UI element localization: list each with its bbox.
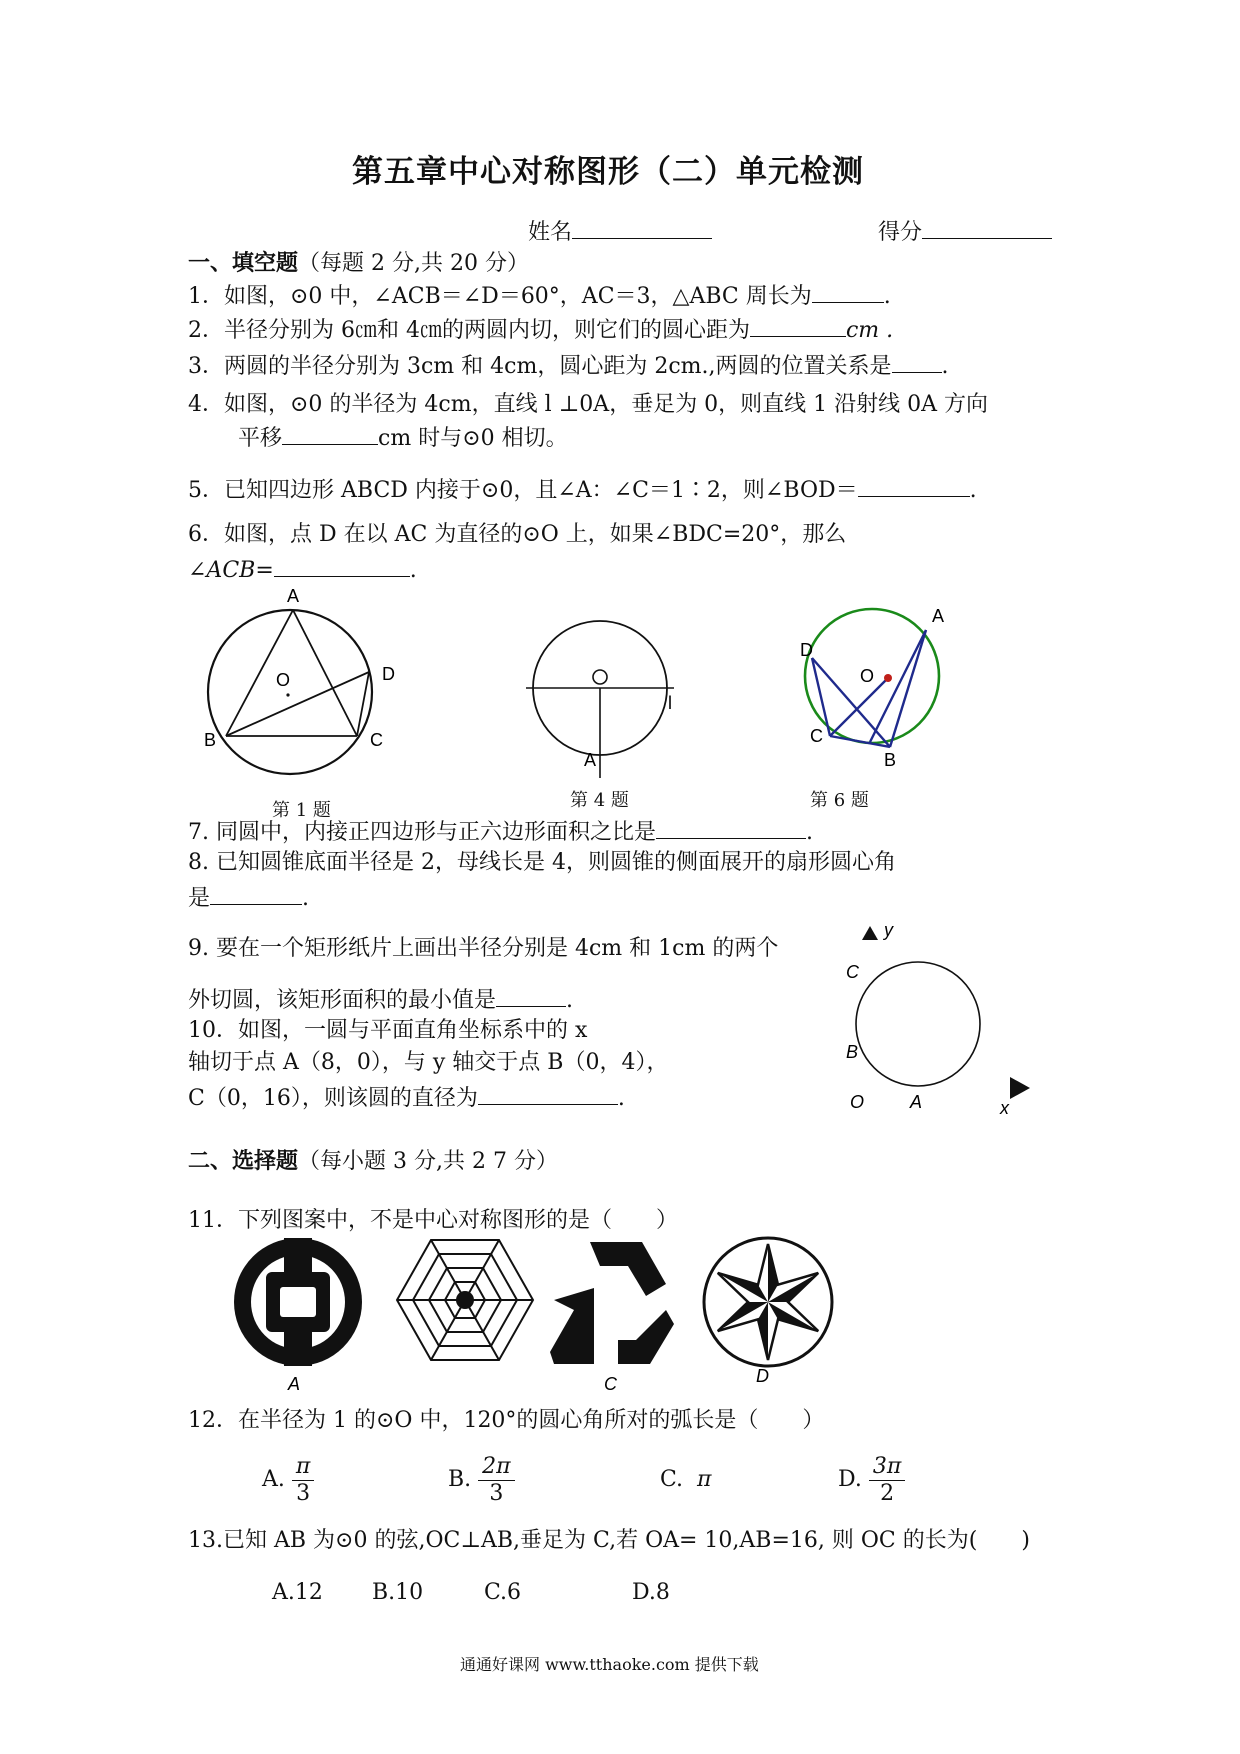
- section2-heading: [188, 1144, 558, 1175]
- q8-pre: 是: [188, 886, 211, 911]
- question-12: 12．在半径为 1 的⊙O 中，120°的圆心角所对的弧长是（ ）: [188, 1408, 825, 1433]
- fig1-label-C: C: [370, 730, 383, 750]
- q6-pre: ∠ACB=: [188, 558, 274, 583]
- q13-option-A[interactable]: A.12: [272, 1580, 323, 1605]
- q1-text: 1．如图，⊙0 中，∠ACB＝∠D＝60°，AC＝3，△ABC 周长为: [188, 284, 812, 309]
- fig1-label-O: O: [276, 670, 291, 690]
- q2-text: 2．半径分别为 6㎝和 4㎝的两圆内切，则它们的圆心距为: [188, 318, 750, 343]
- footer-credit: 通通好课网 www.tthaoke.com 提供下载: [460, 1655, 759, 1674]
- q12-optC-value: π: [697, 1467, 712, 1492]
- q13-option-B[interactable]: B.10: [372, 1580, 424, 1605]
- q11-figure-A: [230, 1236, 380, 1394]
- fig1-caption: 第 1 题: [272, 800, 331, 821]
- figA-square-hole: [280, 1287, 316, 1317]
- page-title: 第五章中心对称图形（二）单元检测: [352, 154, 864, 190]
- q12-optD-fraction: [869, 1454, 905, 1507]
- fig6-caption: 第 6 题: [810, 790, 869, 811]
- question-9-line2: [188, 984, 573, 1016]
- q3-blank: [892, 350, 942, 373]
- question-4-line2: [238, 422, 568, 454]
- q5-text: 5．已知四边形 ABCD 内接于⊙0，且∠A：∠C＝1∶2，则∠BOD＝: [188, 478, 858, 503]
- q12-option-D[interactable]: [838, 1452, 905, 1508]
- fig10-label-B: B: [846, 1042, 859, 1062]
- q9-end: .: [566, 988, 574, 1013]
- fig10-label-C: C: [846, 962, 859, 982]
- q13-option-C[interactable]: C.6: [484, 1580, 522, 1605]
- question-10-line3: [188, 1082, 625, 1114]
- q12-optA-label: A.: [262, 1467, 285, 1492]
- q9-blank: [496, 984, 566, 1007]
- fig4-center-mark: [593, 670, 607, 684]
- question-11: 11．下列图案中，不是中心对称图形的是（ ）: [188, 1208, 678, 1233]
- fig6-lines: [812, 630, 926, 747]
- fig4-caption: 第 4 题: [570, 790, 629, 811]
- q1-end: .: [883, 284, 891, 309]
- name-field: [528, 216, 712, 248]
- q7-blank: [656, 816, 806, 839]
- figure-1: [200, 580, 400, 800]
- q12-optB-den: 3: [489, 1480, 504, 1506]
- q10-blank: [478, 1082, 618, 1105]
- question-5: [188, 474, 977, 506]
- question-7: [188, 816, 813, 848]
- fig1-center-dot: [286, 693, 289, 696]
- q10-pre: C（0，16），则该圆的直径为: [188, 1086, 478, 1111]
- figD-star: [718, 1244, 818, 1360]
- fig1-line-AC: [293, 610, 357, 736]
- name-label: 姓名: [528, 220, 573, 245]
- fig1-label-B: B: [204, 730, 217, 750]
- q12-optD-num: 3π: [869, 1454, 905, 1481]
- q12-optC-label: C.: [660, 1467, 684, 1492]
- q3-text: 3．两圆的半径分别为 3cm 和 4cm，圆心距为 2cm.,两圆的位置关系是: [188, 354, 892, 379]
- fig1-circle: [208, 610, 372, 774]
- q4-blank: [282, 422, 378, 445]
- fig10-label-A: A: [910, 1092, 923, 1112]
- q12-option-A[interactable]: [262, 1452, 314, 1508]
- fig6-label-O: O: [860, 666, 875, 686]
- q2-end: cm .: [845, 318, 894, 343]
- question-10-line1: 10．如图，一圆与平面直角坐标系中的 x: [188, 1018, 588, 1043]
- figure-4: [520, 620, 720, 780]
- q11-label-D: D: [756, 1366, 769, 1386]
- fig1-line-BD: [226, 672, 369, 736]
- q12-optD-label: D.: [838, 1467, 862, 1492]
- question-13: 13.已知 AB 为⊙0 的弦,OC⊥AB,垂足为 C,若 OA= 10,AB=16, 则 OC 的长为( ): [188, 1528, 1030, 1553]
- fig1-label-A: A: [287, 586, 300, 606]
- question-4-line1: 4．如图，⊙0 的半径为 4cm，直线 l ⊥0A，垂足为 0，则直线 1 沿射线 0A 方向: [188, 392, 989, 417]
- figure-10: [820, 920, 1040, 1118]
- q12-optA-num: π: [292, 1454, 314, 1481]
- section1-title: 一、填空题: [188, 251, 299, 276]
- fig10-label-y: y: [884, 920, 893, 940]
- figB-center-dot: [456, 1291, 474, 1309]
- question-3: [188, 350, 949, 382]
- q13-option-D[interactable]: D.8: [632, 1580, 670, 1605]
- section1-note: （每题 2 分,共 20 分）: [298, 251, 529, 276]
- q12-optB-label: B.: [448, 1467, 472, 1492]
- q7-end: .: [806, 820, 813, 845]
- section1-heading: [188, 246, 529, 277]
- score-field: [878, 216, 1052, 248]
- fig6-center-dot: [884, 674, 892, 682]
- question-6-line1: 6．如图，点 D 在以 AC 为直径的⊙O 上，如果∠BDC=20°，那么: [188, 522, 847, 547]
- q8-end: .: [302, 886, 310, 911]
- fig4-label-A: A: [584, 750, 597, 770]
- question-1: [188, 280, 891, 312]
- question-2: [188, 314, 893, 346]
- q12-optA-fraction: [292, 1454, 314, 1507]
- score-label: 得分: [878, 220, 923, 245]
- fig10-circle: [856, 962, 980, 1086]
- fig1-line-DC: [357, 672, 369, 736]
- q12-option-C[interactable]: [660, 1452, 712, 1508]
- q5-blank: [858, 474, 970, 497]
- question-8-line1: 8. 已知圆锥底面半径是 2，母线长是 4，则圆锥的侧面展开的扇形圆心角: [188, 850, 896, 875]
- q11-figure-C: [550, 1240, 680, 1394]
- q5-end: .: [969, 478, 977, 503]
- fig6-label-A: A: [932, 606, 945, 626]
- section2-note: （每小题 3 分,共 2 7 分）: [298, 1149, 558, 1174]
- fig6-label-B: B: [884, 750, 897, 770]
- section2-title: 二、选择题: [188, 1149, 299, 1174]
- fig10-label-x: x: [1000, 1098, 1009, 1118]
- q1-blank: [812, 280, 884, 303]
- q12-optB-fraction: [478, 1454, 514, 1507]
- q9-pre: 外切圆，该矩形面积的最小值是: [188, 988, 497, 1013]
- q8-blank: [210, 882, 302, 905]
- q12-option-B[interactable]: [448, 1452, 515, 1508]
- fig10-y-arrow: [862, 926, 878, 940]
- q7-text: 7. 同圆中，内接正四边形与正六边形面积之比是: [188, 820, 656, 845]
- fig1-label-D: D: [382, 664, 395, 684]
- q11-figure-B: [396, 1238, 536, 1368]
- fig6-label-D: D: [800, 640, 813, 660]
- q10-end: .: [617, 1086, 625, 1111]
- question-9-line1: 9. 要在一个矩形纸片上画出半径分别是 4cm 和 1cm 的两个: [188, 936, 779, 961]
- q11-label-C: C: [604, 1374, 617, 1394]
- q12-optA-den: 3: [296, 1480, 311, 1506]
- q3-end: .: [941, 354, 949, 379]
- figure-6: [800, 604, 980, 774]
- fig10-label-O: O: [850, 1092, 865, 1112]
- question-10-line2: 轴切于点 A（8，0），与 y 轴交于点 B（0，4），: [188, 1050, 669, 1075]
- score-blank: [922, 216, 1052, 239]
- fig4-label-l: l: [668, 693, 672, 713]
- q6-end: .: [409, 558, 417, 583]
- q4-post: cm 时与⊙0 相切。: [378, 426, 568, 451]
- q12-optD-den: 2: [880, 1480, 895, 1506]
- fig10-x-arrow: [1010, 1077, 1030, 1099]
- name-blank: [572, 216, 712, 239]
- q12-optB-num: 2π: [478, 1454, 514, 1481]
- question-8-line2: [188, 882, 309, 914]
- q6-blank: [274, 554, 410, 577]
- q4-pre: 平移: [238, 426, 283, 451]
- q11-label-A: A: [288, 1374, 301, 1394]
- q11-figure-D: [700, 1236, 840, 1386]
- fig6-label-C: C: [810, 726, 823, 746]
- q2-blank: [750, 314, 846, 337]
- figC-arrows: [550, 1242, 674, 1364]
